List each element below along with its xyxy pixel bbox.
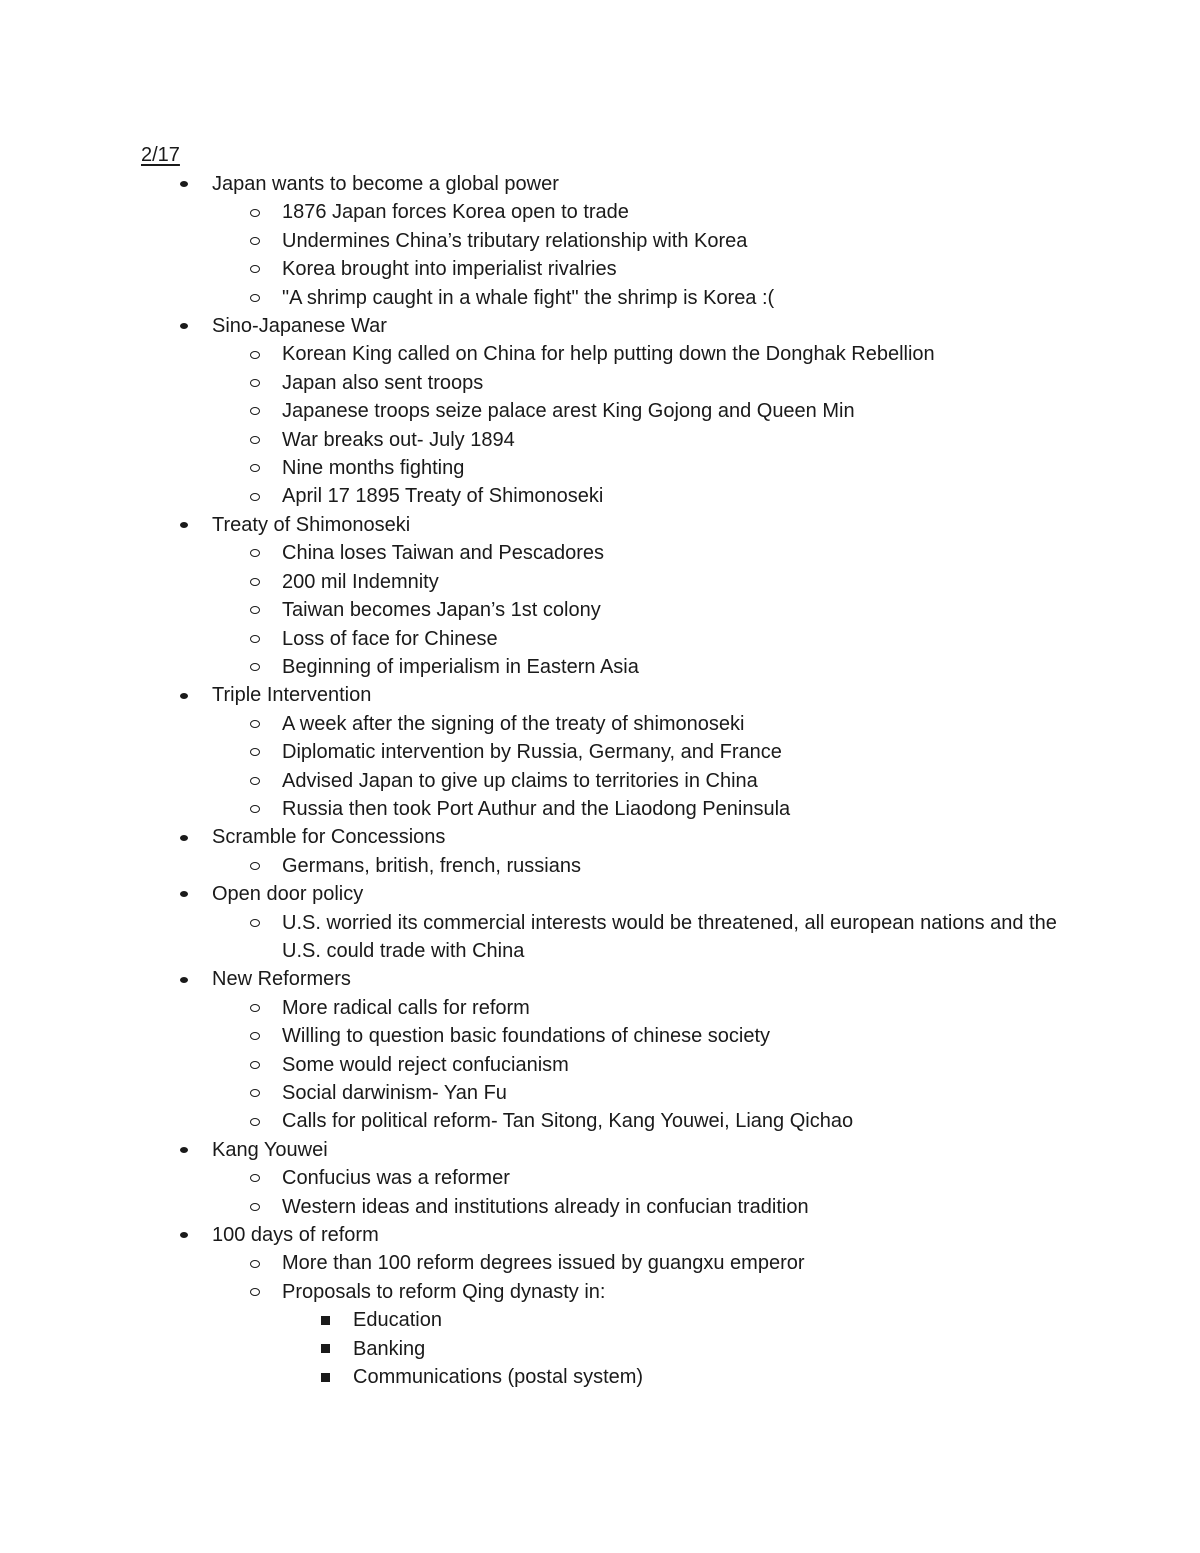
outline-item-text: Russia then took Port Authur and the Liaodong Peninsula bbox=[282, 797, 791, 820]
outline-item-text: Education bbox=[353, 1309, 442, 1332]
outline-item-text: Triple Intervention bbox=[212, 684, 372, 707]
outline-item-text: Loss of face for Chinese bbox=[282, 627, 498, 650]
outline-item-level-2 bbox=[0, 909, 1062, 966]
outline-item-level-2 bbox=[0, 227, 1062, 255]
outline-item-text: 1876 Japan forces Korea open to trade bbox=[282, 201, 629, 224]
outline-item-level-2 bbox=[0, 255, 1062, 283]
notes-outline-list bbox=[0, 170, 1200, 1391]
outline-item-text: Social darwinism- Yan Fu bbox=[282, 1082, 507, 1104]
bullet-circle-icon bbox=[248, 625, 262, 653]
bullet-circle-icon bbox=[248, 738, 262, 766]
bullet-square-icon bbox=[318, 1335, 332, 1363]
outline-item-level-3 bbox=[0, 1363, 1053, 1391]
note-date-heading: 2/17 bbox=[141, 144, 180, 166]
outline-item-text: Diplomatic intervention by Russia, Germany, and France bbox=[282, 741, 782, 764]
outline-item-text: Western ideas and institutions already in confucian tradition bbox=[282, 1195, 809, 1218]
outline-item-text: More radical calls for reform bbox=[282, 996, 530, 1019]
bullet-square-icon bbox=[318, 1363, 332, 1391]
outline-item-level-2 bbox=[0, 767, 1062, 795]
bullet-circle-icon bbox=[248, 198, 262, 226]
outline-item-level-1 bbox=[0, 823, 1062, 851]
outline-item-level-2 bbox=[0, 710, 1062, 738]
bullet-circle-icon bbox=[248, 767, 262, 795]
outline-item-level-2 bbox=[0, 1249, 1062, 1277]
bullet-circle-icon bbox=[248, 852, 262, 880]
outline-item-level-2 bbox=[0, 482, 1062, 510]
bullet-circle-icon bbox=[248, 568, 262, 596]
bullet-dot-icon bbox=[177, 880, 191, 908]
outline-item-text: Open door policy bbox=[212, 883, 364, 906]
outline-item-level-2 bbox=[0, 454, 1062, 482]
outline-item-level-2 bbox=[0, 539, 1062, 567]
bullet-circle-icon bbox=[248, 539, 262, 567]
outline-item-level-3 bbox=[0, 1306, 1053, 1334]
bullet-square-icon bbox=[318, 1306, 332, 1334]
bullet-dot-icon bbox=[177, 681, 191, 709]
outline-item-level-2 bbox=[0, 1107, 1062, 1135]
outline-item-level-2 bbox=[0, 596, 1062, 624]
bullet-circle-icon bbox=[248, 1107, 262, 1135]
outline-item-text: 100 days of reform bbox=[212, 1224, 379, 1247]
bullet-circle-icon bbox=[248, 482, 262, 510]
outline-item-text: U.S. worried its commercial interests would be threatened, all european nations and the U.S. could trade with China bbox=[282, 911, 1057, 962]
bullet-dot-icon bbox=[177, 965, 191, 993]
outline-item-level-1 bbox=[0, 511, 1062, 539]
outline-item-level-2 bbox=[0, 426, 1062, 454]
bullet-circle-icon bbox=[248, 710, 262, 738]
outline-item-text: Advised Japan to give up claims to territories in China bbox=[282, 769, 758, 792]
outline-item-level-2 bbox=[0, 852, 1062, 880]
outline-item-text: Beginning of imperialism in Eastern Asia bbox=[282, 655, 639, 678]
outline-item-text: Japan also sent troops bbox=[282, 371, 484, 394]
outline-item-text: Banking bbox=[353, 1337, 426, 1360]
outline-item-text: Taiwan becomes Japan’s 1st colony bbox=[282, 599, 601, 622]
outline-item-level-1 bbox=[0, 1136, 1062, 1164]
bullet-circle-icon bbox=[248, 397, 262, 425]
bullet-circle-icon bbox=[248, 795, 262, 823]
outline-item-text: Willing to question basic foundations of chinese society bbox=[282, 1025, 771, 1048]
outline-item-level-1 bbox=[0, 1221, 1062, 1249]
outline-item-level-2 bbox=[0, 738, 1062, 766]
outline-item-level-2 bbox=[0, 1051, 1062, 1079]
outline-item-text: Confucius was a reformer bbox=[282, 1167, 510, 1190]
bullet-circle-icon bbox=[248, 227, 262, 255]
outline-item-text: "A shrimp caught in a whale fight" the shrimp is Korea :( bbox=[282, 286, 775, 309]
bullet-dot-icon bbox=[177, 1221, 191, 1249]
outline-item-text: Kang Youwei bbox=[212, 1138, 328, 1161]
outline-item-text: 200 mil Indemnity bbox=[282, 570, 439, 593]
bullet-circle-icon bbox=[248, 340, 262, 368]
bullet-circle-icon bbox=[248, 909, 262, 937]
outline-item-text: Korea brought into imperialist rivalries bbox=[282, 258, 617, 281]
bullet-circle-icon bbox=[248, 426, 262, 454]
bullet-dot-icon bbox=[177, 1136, 191, 1164]
outline-item-text: Undermines China’s tributary relationship with Korea bbox=[282, 229, 748, 252]
bullet-dot-icon bbox=[177, 823, 191, 851]
outline-item-text: A week after the signing of the treaty of shimonoseki bbox=[282, 712, 745, 735]
outline-item-text: Scramble for Concessions bbox=[212, 826, 446, 849]
outline-item-level-2 bbox=[0, 653, 1062, 681]
bullet-circle-icon bbox=[248, 284, 262, 312]
outline-item-text: Germans, british, french, russians bbox=[282, 854, 581, 877]
outline-item-text: More than 100 reform degrees issued by guangxu emperor bbox=[282, 1252, 805, 1275]
outline-item-text: Some would reject confucianism bbox=[282, 1053, 569, 1076]
bullet-circle-icon bbox=[248, 653, 262, 681]
outline-item-level-2 bbox=[0, 369, 1062, 397]
outline-item-level-2 bbox=[0, 340, 1062, 368]
outline-item-text: Treaty of Shimonoseki bbox=[212, 513, 411, 536]
outline-item-level-1 bbox=[0, 170, 1062, 198]
outline-item-text: Communications (postal system) bbox=[353, 1366, 644, 1389]
outline-item-level-2 bbox=[0, 397, 1062, 425]
outline-item-level-2 bbox=[0, 994, 1062, 1022]
bullet-circle-icon bbox=[248, 1249, 262, 1277]
outline-item-text: New Reformers bbox=[212, 968, 351, 991]
outline-item-level-1 bbox=[0, 312, 1062, 340]
outline-item-level-2 bbox=[0, 1278, 1062, 1306]
outline-item-level-2 bbox=[0, 795, 1062, 823]
outline-item-text: Japanese troops seize palace arest King Gojong and Queen Min bbox=[282, 400, 855, 423]
bullet-circle-icon bbox=[248, 369, 262, 397]
outline-item-level-1 bbox=[0, 681, 1062, 709]
outline-item-text: Japan wants to become a global power bbox=[212, 173, 559, 195]
outline-item-text: War breaks out- July 1894 bbox=[282, 428, 515, 451]
bullet-circle-icon bbox=[248, 994, 262, 1022]
outline-item-text: April 17 1895 Treaty of Shimonoseki bbox=[282, 485, 604, 508]
outline-item-text: Calls for political reform- Tan Sitong, Kang Youwei, Liang Qichao bbox=[282, 1110, 854, 1133]
outline-item-level-2 bbox=[0, 625, 1062, 653]
bullet-circle-icon bbox=[248, 454, 262, 482]
bullet-dot-icon bbox=[177, 511, 191, 539]
outline-item-level-2 bbox=[0, 568, 1062, 596]
bullet-circle-icon bbox=[248, 1164, 262, 1192]
outline-item-level-2 bbox=[0, 198, 1062, 226]
outline-item-level-2 bbox=[0, 1022, 1062, 1050]
outline-item-level-3 bbox=[0, 1335, 1053, 1363]
outline-item-level-2 bbox=[0, 1164, 1062, 1192]
outline-item-text: Proposals to reform Qing dynasty in: bbox=[282, 1280, 606, 1303]
bullet-dot-icon bbox=[177, 170, 191, 198]
bullet-dot-icon bbox=[177, 312, 191, 340]
outline-item-level-1 bbox=[0, 880, 1062, 908]
outline-item-text: China loses Taiwan and Pescadores bbox=[282, 542, 605, 565]
bullet-circle-icon bbox=[248, 1079, 262, 1107]
bullet-circle-icon bbox=[248, 1051, 262, 1079]
bullet-circle-icon bbox=[248, 1193, 262, 1221]
outline-item-level-1 bbox=[0, 965, 1062, 993]
bullet-circle-icon bbox=[248, 1278, 262, 1306]
outline-item-level-2 bbox=[0, 1193, 1062, 1221]
bullet-circle-icon bbox=[248, 596, 262, 624]
outline-item-level-2 bbox=[0, 284, 1062, 312]
outline-item-text: Nine months fighting bbox=[282, 457, 465, 480]
outline-item-text: Korean King called on China for help putting down the Donghak Rebellion bbox=[282, 343, 935, 366]
outline-item-level-2 bbox=[0, 1079, 1062, 1107]
bullet-circle-icon bbox=[248, 1022, 262, 1050]
outline-item-text: Sino-Japanese War bbox=[212, 315, 387, 338]
bullet-circle-icon bbox=[248, 255, 262, 283]
